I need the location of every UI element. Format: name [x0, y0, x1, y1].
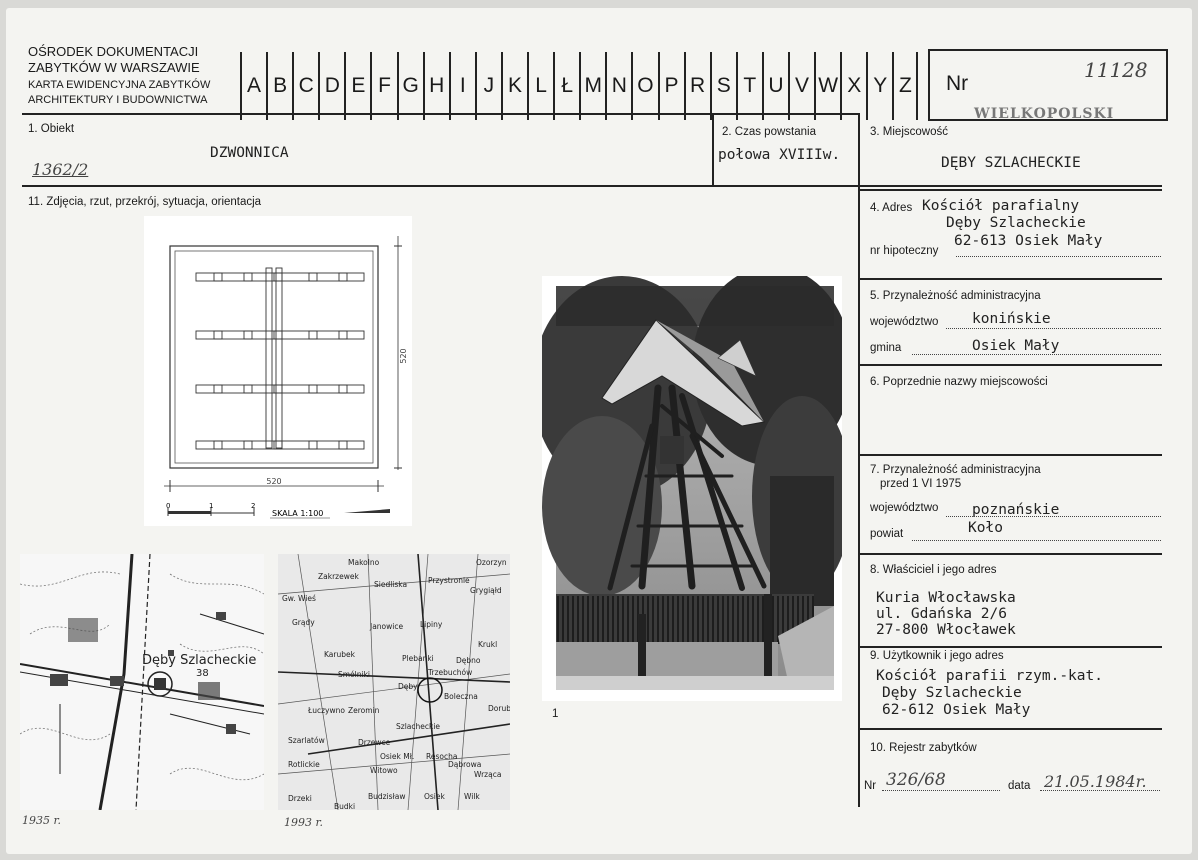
index-letter: T [736, 52, 762, 120]
map-1993-place: Gw. Wieś [282, 594, 316, 603]
map-1993-place: Lipiny [420, 620, 443, 629]
map-1993-place: Trzebuchów [428, 668, 473, 677]
index-letter: W [814, 52, 840, 120]
wlasciciel-line3: 27-800 Włocławek [876, 622, 1016, 638]
przed-label-line2: przed 1 VI 1975 [880, 478, 962, 490]
map-1993-place: Janowice [370, 622, 404, 631]
nr-label: Nr [946, 72, 969, 95]
scale-tick-0: 0 [166, 502, 171, 510]
adres-label: 4. Adres [870, 202, 913, 214]
index-letter: N [605, 52, 631, 120]
map-1993-place: Szarlatów [288, 736, 325, 745]
index-letter: Y [866, 52, 892, 120]
map-1993-place: Boleczna [444, 692, 478, 701]
index-letter: H [423, 52, 449, 120]
powiat-label: powiat [870, 528, 904, 540]
rejestr-label: 10. Rejestr zabytków [870, 742, 977, 754]
miejscowosc-value: DĘBY SZLACHECKIE [941, 155, 1081, 171]
map-1993-place: Drzewce [358, 738, 391, 747]
scale-tick-2: 2 [251, 502, 256, 510]
region-stamp: WIELKOPOLSKI [974, 106, 1115, 122]
photo-frame [542, 276, 842, 701]
wlasciciel-line1: Kuria Włocławska [876, 590, 1016, 606]
rejestr-nr-label: Nr [864, 780, 877, 792]
map-1993-place: Budzisław [368, 792, 406, 801]
index-letter: F [370, 52, 396, 120]
wojewodztwo-label: województwo [870, 316, 939, 328]
adres-line2: Dęby Szlacheckie [946, 215, 1086, 231]
index-letter: L [527, 52, 553, 120]
map-1993-place: Krukl [478, 640, 498, 649]
org-name-line2: ZABYTKÓW W WARSZAWIE [28, 60, 200, 75]
wojewodztwo2-value: poznańskie [972, 502, 1060, 518]
map-1993-place: Siedliska [374, 580, 408, 589]
wojewodztwo-value: konińskie [972, 311, 1051, 327]
index-letter: X [840, 52, 866, 120]
poprzednie-label: 6. Poprzednie nazwy miejscowości [870, 376, 1048, 388]
index-letter: P [658, 52, 684, 120]
map-1993-place: Wrząca [474, 770, 502, 779]
uzytkownik-line1: Kościół parafii rzym.-kat. [876, 668, 1103, 684]
obiekt-value: DZWONNICA [210, 145, 289, 161]
map-1993-place: Smólniki [338, 670, 371, 679]
przed-label-line1: 7. Przynależność administracyjna [870, 464, 1041, 476]
obiekt-label: 1. Obiekt [28, 123, 75, 135]
card-type-line2: ARCHITEKTURY I BUDOWNICTWA [28, 94, 208, 106]
index-letter: Ł [553, 52, 579, 120]
card-type-line1: KARTA EWIDENCYJNA ZABYTKÓW [28, 79, 211, 91]
wlasciciel-line2: ul. Gdańska 2/6 [876, 606, 1007, 622]
map-1993-place: Budki [334, 802, 356, 810]
map-1993-place: Grygiąłd [470, 586, 502, 595]
photo-caption: 1 [552, 708, 559, 720]
index-letter: S [710, 52, 736, 120]
index-letter: A [240, 52, 266, 120]
map-1993-place: Osiek [424, 792, 445, 801]
map-1993-place: Makolno [348, 558, 380, 567]
map-1935-year: 1935 r. [22, 814, 62, 827]
map-1993-place: Resocha [426, 752, 458, 761]
org-name-line1: OŚRODEK DOKUMENTACJI [28, 44, 199, 59]
map-1993-place: Dębno [456, 656, 481, 665]
nr-value: 11128 [1084, 58, 1148, 82]
index-letter: J [475, 52, 501, 120]
gmina-label: gmina [870, 342, 902, 354]
map-1993-place: Dorub [488, 704, 510, 713]
wojewodztwo2-label: województwo [870, 502, 939, 514]
index-letter: B [266, 52, 292, 120]
index-letter: O [631, 52, 657, 120]
map-1993-place: Dąbrowa [448, 760, 482, 769]
rejestr-data-value: 21.05.1984r. [1044, 772, 1147, 791]
map-1993-place: Zakrzewek [318, 572, 359, 581]
scale-label: SKALA 1:100 [272, 509, 324, 518]
floor-plan-drawing [144, 216, 412, 526]
czas-label: 2. Czas powstania [722, 126, 816, 138]
index-letter: Z [892, 52, 918, 120]
czas-value: połowa XVIIIw. [718, 147, 841, 163]
map-1993-place: Osiek Mł. [380, 752, 415, 761]
index-letter: D [318, 52, 344, 120]
map-1993-place: Łuczywno [308, 706, 345, 715]
plan-dim-height: 520 [399, 348, 408, 364]
registry-card [6, 8, 1192, 854]
index-letter: R [684, 52, 710, 120]
map-1993-place: Karubek [324, 650, 355, 659]
scale-tick-1: 1 [209, 502, 214, 510]
map-1993-place: Dęby [398, 682, 418, 691]
map-1993-year: 1993 r. [284, 816, 324, 829]
index-letter: E [344, 52, 370, 120]
map-1993-place: Witowo [370, 766, 398, 775]
uzytkownik-line3: 62-612 Osiek Mały [882, 702, 1031, 718]
uzytkownik-label: 9. Użytkownik i jego adres [870, 650, 1004, 662]
hipoteczny-label: nr hipoteczny [870, 245, 939, 257]
map-1935 [20, 554, 264, 810]
map-1993-place: Grądy [292, 618, 315, 627]
adres-line1: Kościół parafialny [922, 198, 1080, 214]
index-letter: K [501, 52, 527, 120]
index-letter: M [579, 52, 605, 120]
zdjecia-label: 11. Zdjęcia, rzut, przekrój, sytuacja, orientacja [28, 196, 262, 208]
map-1993-place: Ozorzyn [476, 558, 507, 567]
obiekt-handwritten-code: 1362/2 [32, 160, 89, 179]
map-1993 [278, 554, 510, 810]
index-letter: C [292, 52, 318, 120]
miejscowosc-label: 3. Miejscowość [870, 126, 948, 138]
floor-plan-sheet [144, 216, 412, 526]
map-1935-number-38: 38 [196, 668, 209, 679]
gmina-value: Osiek Mały [972, 338, 1060, 354]
map-1993-place: Drzeki [288, 794, 312, 803]
wlasciciel-label: 8. Właściciel i jego adres [870, 564, 997, 576]
map-1993-place: Rotlickie [288, 760, 320, 769]
plan-dim-width: 520 [266, 477, 282, 486]
adres-line3: 62-613 Osiek Mały [954, 233, 1103, 249]
map-1993-drawing [278, 554, 510, 810]
map-1993-place: Plebanki [402, 654, 434, 663]
rejestr-data-label: data [1008, 780, 1031, 792]
belfry-photo [542, 276, 842, 701]
map-1993-place: Zeromin [348, 706, 380, 715]
map-1993-place: Wilk [464, 792, 480, 801]
index-letter: I [449, 52, 475, 120]
map-1935-drawing [20, 554, 264, 810]
rejestr-nr-value: 326/68 [886, 770, 946, 790]
powiat-value: Koło [968, 520, 1003, 536]
alphabet-index [240, 52, 918, 120]
uzytkownik-line2: Dęby Szlacheckie [882, 685, 1022, 701]
map-1993-place: Przystronie [428, 576, 470, 585]
index-letter: V [788, 52, 814, 120]
map-1935-village-label: Dęby Szlacheckie [142, 653, 257, 668]
index-letter: U [762, 52, 788, 120]
map-1993-place: Szlacheckie [396, 722, 441, 731]
index-letter: G [397, 52, 423, 120]
przynaleznosc-label: 5. Przynależność administracyjna [870, 290, 1041, 302]
